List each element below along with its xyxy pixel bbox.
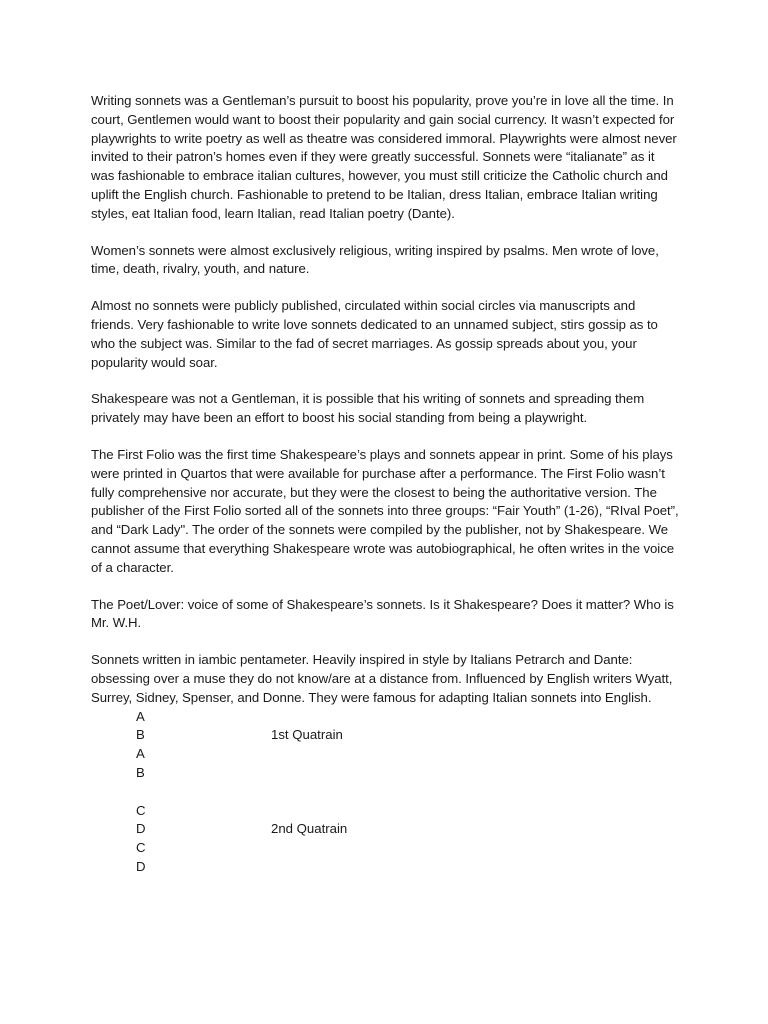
document-page [91, 92, 681, 877]
rhyme-letter: A [136, 746, 145, 762]
paragraph-first-folio: The First Folio was the first time Shakespeare’s plays and sonnets appear in print. Some of his plays were printed in Quartos that were available for purchase after a performance. The First Folio wasn’t fully comprehensive nor accurate, but they were the closest to being the authoritative version. The publisher of the First Folio sorted all of the sonnets into three groups: “Fair Youth” (1-26), “RIval Poet”, and “Dark Lady". The order of the sonnets were compiled by the publisher, not by Shakespeare. We cannot assume that everything Shakespeare wrote was autobiographical, he often writes in the voice of a character. [91, 446, 679, 575]
paragraph-publication: Almost no sonnets were publicly published, circulated within social circles via manuscripts and friends. Very fashionable to write love sonnets dedicated to an unnamed subject, stirs gossip as to who the subject was. Similar to the fad of secret marriages. As gossip spreads about you, your popularity would soar. [91, 298, 658, 370]
paragraph-iambic-pentameter: Sonnets written in iambic pentameter. Heavily inspired in style by Italians Petrarch and Dante: obsessing over a muse they do not know/are at a distance from. Influenced by English writers Wyatt, Surrey, Sidney, Spenser, and Donne. They were famous for adapting Italian sonnets into English. [91, 652, 673, 705]
rhyme-scheme [91, 708, 681, 877]
rhyme-line [91, 726, 681, 745]
rhyme-line [91, 820, 681, 839]
rhyme-line [91, 858, 681, 877]
rhyme-line [91, 764, 681, 783]
rhyme-line [91, 802, 681, 821]
rhyme-letter: B [136, 727, 145, 743]
rhyme-line [91, 745, 681, 764]
rhyme-letter: C [136, 802, 146, 818]
paragraph-poet-lover: The Poet/Lover: voice of some of Shakespeare’s sonnets. Is it Shakespeare? Does it matter? Who is Mr. W.H. [91, 596, 674, 631]
quatrain-label-2: 2nd Quatrain [271, 821, 348, 837]
rhyme-letter: D [136, 858, 146, 874]
paragraph-womens-sonnets: Women’s sonnets were almost exclusively religious, writing inspired by psalms. Men wrote of love, time, death, rivalry, youth, and nature. [91, 242, 659, 277]
stanza-gap [91, 783, 681, 802]
paragraph-shakespeare-status: Shakespeare was not a Gentleman, it is possible that his writing of sonnets and spreading them privately may have been an effort to boost his social standing from being a playwright. [91, 391, 645, 426]
rhyme-letter: D [136, 821, 146, 837]
rhyme-letter: A [136, 708, 145, 724]
rhyme-letter: B [136, 764, 145, 780]
quatrain-label-1: 1st Quatrain [271, 727, 343, 743]
rhyme-letter: C [136, 840, 146, 856]
rhyme-line [91, 708, 681, 727]
paragraph-sonnets-gentlemen: Writing sonnets was a Gentleman’s pursuit to boost his popularity, prove you’re in love all the time. In court, Gentlemen would want to boost their popularity and gain social currency. It wasn’t expected for playwrights to write poetry as well as theatre was considered immoral. Playwrights were almost never invited to their patron’s homes even if they were greatly successful. Sonnets were “italianate” as it was fashionable to embrace italian cultures, however, you must still criticize the Catholic church and uplift the English church. Fashionable to pretend to be Italian, dress Italian, embrace Italian writing styles, eat Italian food, learn Italian, read Italian poetry (Dante). [91, 93, 677, 221]
rhyme-line [91, 839, 681, 858]
